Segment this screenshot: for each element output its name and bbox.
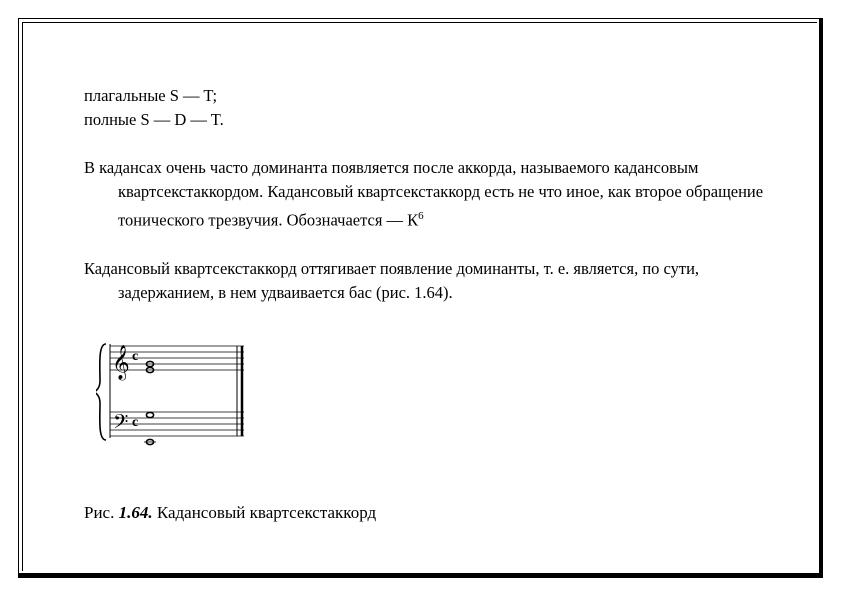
music-example-figure (96, 336, 256, 446)
grand-staff (96, 336, 256, 446)
caption-number: 1.64. (118, 503, 153, 522)
brace-icon (96, 344, 106, 440)
paragraph-suspension: Кадансовый квартсекстаккорд оттягивает появление доминанты, т. е. является, по сути, задержанием, в нем удваивается бас (рис. 1.64). (84, 258, 700, 302)
paragraph-cadential-six-four (84, 156, 794, 233)
figure-caption (84, 503, 376, 523)
cadence-plagal-line: плагальные S — T; (84, 86, 218, 105)
treble-staff (110, 346, 244, 370)
bass-clef-icon: 𝄢 (113, 410, 129, 438)
cadence-full-line: полные S — D — T. (84, 110, 224, 129)
bass-chord (144, 412, 156, 444)
final-barline (237, 346, 242, 436)
bass-time-signature: c (132, 415, 139, 430)
treble-time-signature: c (132, 349, 139, 364)
caption-title: Кадансовый квартсекстаккорд (156, 503, 377, 522)
paragraph-cadential-text: В кадансах очень часто доминанта появляется после аккорда, называемого кадансовым квартсекстаккордом. Кадансовый квартсекстаккорд есть не что иное, как второе обращение тонического трезвучия. Обозначается — К (84, 158, 764, 230)
caption-prefix: Рис. (84, 503, 115, 522)
treble-chord (146, 361, 153, 372)
superscript-six: 6 (418, 210, 424, 222)
bass-staff (110, 412, 244, 436)
treble-clef-icon: 𝄞 (112, 345, 130, 380)
document-body (84, 84, 794, 305)
